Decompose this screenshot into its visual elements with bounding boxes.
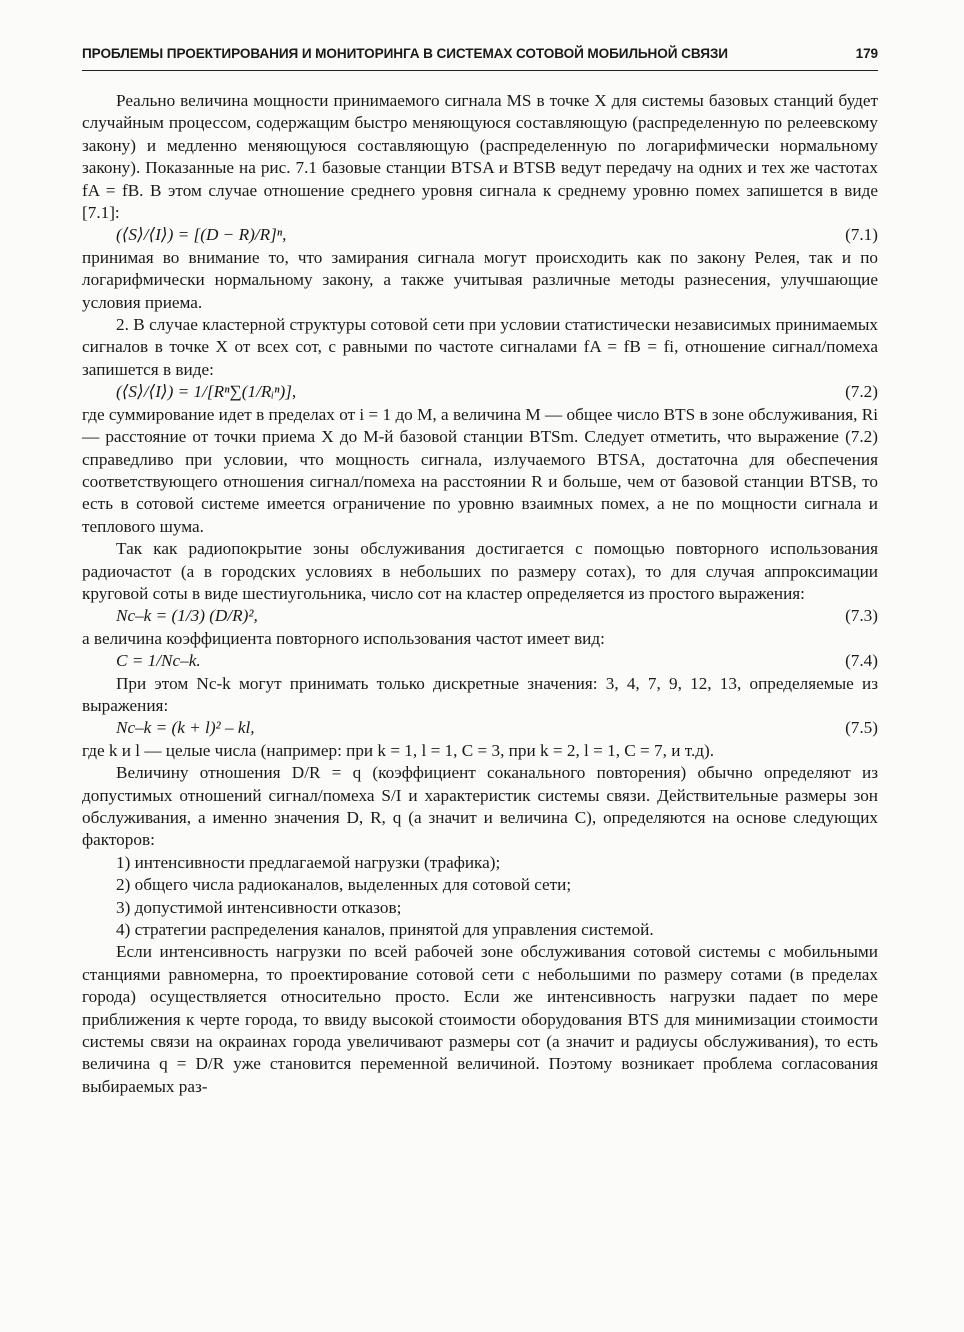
list-item: 1) интенсивности предлагаемой нагрузки (трафика); <box>116 852 501 872</box>
paragraph: Величину отношения D/R = q (коэффициент соканального повторения) обычно определяют из допустимых отношений сигнал/помеха S/I и характеристик системы связи. Действительные размеры зон обслуживания, а именно значения D, R, q (а значит и величина С), определяются на основе следующих факторов: <box>82 763 878 850</box>
formula-number: (7.1) <box>845 225 878 245</box>
page-number: 179 <box>855 46 878 61</box>
formula-expression: Nc–k = (k + l)² – kl, <box>116 718 255 738</box>
formula-expression: (⟨S⟩/⟨I⟩) = 1/[Rⁿ∑(1/Rᵢⁿ)], <box>116 382 297 402</box>
formula-number: (7.3) <box>845 606 878 626</box>
paragraph: 2. В случае кластерной структуры сотовой сети при условии статистически независимых принимаемых сигналов в точке X от всех сот, с равными по частоте сигналами fA = fB = fi, отношение сигнал/помеха запишется в виде: <box>82 315 878 379</box>
paragraph: Реально величина мощности принимаемого сигнала MS в точке X для системы базовых станций будет случайным процессом, содержащим быстро меняющуюся составляющую (распределенную по релеевскому закону) и медленно меняющуюся составляющую (распределенную по логарифмически нормальному закону). Показанные на рис. 7.1 базовые станции BTSA и BTSB ведут передачу на одних и тех же частотах fA = fB. В этом случае отношение среднего уровня сигнала к среднему уровню помех запишется в виде [7.1]: <box>82 91 878 223</box>
formula-expression: Nc–k = (1/3) (D/R)², <box>116 606 258 626</box>
formula-expression: C = 1/Nc–k. <box>116 651 201 671</box>
formula-number: (7.4) <box>845 651 878 671</box>
paragraph: принимая во внимание то, что замирания сигнала могут происходить как по закону Релея, так и по логарифмически нормальному закону, а также учитывая различные методы разнесения, улучшающие условия приема. <box>82 247 878 312</box>
paragraph: где k и l — целые числа (например: при k = 1, l = 1, C = 3, при k = 2, l = 1, C = 7, и т.д). <box>82 740 714 760</box>
paragraph: где суммирование идет в пределах от i = 1 до M, а величина M — общее число BTS в зоне обслуживания, Ri — расстояние от точки приема X до M-й базовой станции BTSm. Следует отметить, что выражение (7.2) справедливо при условии, что мощность сигнала, излучаемого BTSA, достаточна для обеспечения соответствующего отношения сигнал/помеха на расстоянии R и больше, чем от базовой станции BTSB, то есть в сотовой системе имеется ограничение по уровню взаимных помех, а не по мощности сигнала и теплового шума. <box>82 404 878 536</box>
paragraph: Если интенсивность нагрузки по всей рабочей зоне обслуживания сотовой системы с мобильными станциями равномерна, то проектирование сотовой сети с небольшими по размеру сотами (в пределах города) осуществляется относительно просто. Если же интенсивность нагрузки падает по мере приближения к черте города, то ввиду высокой стоимости оборудования BTS для минимизации стоимости системы связи на окраинах города увеличивают размеры сот (а значит и радиусы обслуживания), то есть величина q = D/R уже становится переменной величиной. Поэтому возникает проблема согласования выбираемых раз- <box>82 942 878 1096</box>
list-item: 3) допустимой интенсивности отказов; <box>116 897 402 917</box>
formula-number: (7.5) <box>845 718 878 738</box>
header-title: ПРОБЛЕМЫ ПРОЕКТИРОВАНИЯ И МОНИТОРИНГА В СИСТЕМАХ СОТОВОЙ МОБИЛЬНОЙ СВЯЗИ <box>82 46 728 61</box>
formula-7-5 <box>82 717 878 739</box>
header-rule <box>82 70 878 71</box>
list-item: 2) общего числа радиоканалов, выделенных для сотовой сети; <box>116 875 572 895</box>
paragraph: При этом Nc-k могут принимать только дискретные значения: 3, 4, 7, 9, 12, 13, определяемые из выражения: <box>82 673 878 715</box>
list-item: 4) стратегии распределения каналов, принятой для управления системой. <box>116 920 654 940</box>
running-header <box>82 46 878 61</box>
formula-7-1 <box>82 224 878 246</box>
formula-7-3 <box>82 605 878 627</box>
formula-7-2 <box>82 381 878 403</box>
formula-number: (7.2) <box>845 382 878 402</box>
page-body <box>82 90 878 1098</box>
paragraph: а величина коэффициента повторного использования частот имеет вид: <box>82 628 605 648</box>
formula-7-4 <box>82 650 878 672</box>
paragraph: Так как радиопокрытие зоны обслуживания достигается с помощью повторного использования радиочастот (а в городских условиях в небольших по размеру сотах), то для случая аппроксимации круговой соты в виде шестиугольника, число сот на кластер определяется из простого выражения: <box>82 539 878 603</box>
formula-expression: (⟨S⟩/⟨I⟩) = [(D − R)/R]ⁿ, <box>116 225 287 245</box>
